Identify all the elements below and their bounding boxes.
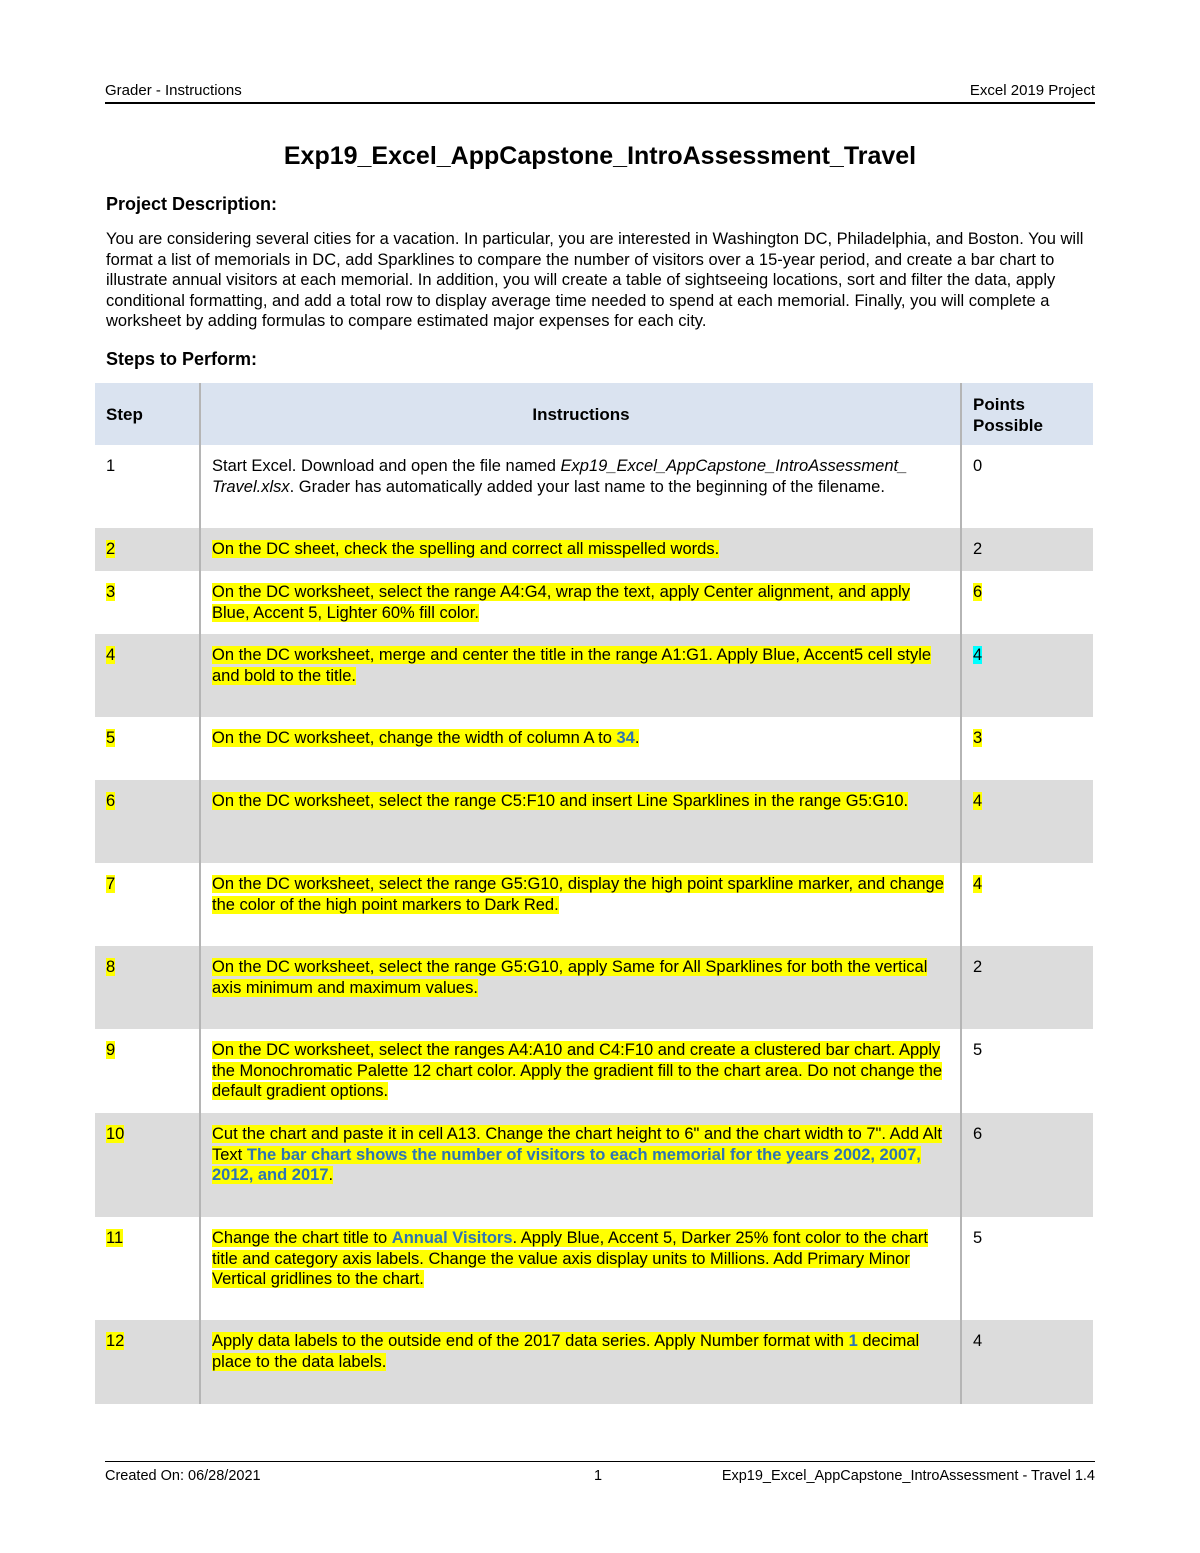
table-row [95, 445, 1093, 528]
value-text: The bar chart shows the number of visitors to each memorial for the years 2002, 2007, 2012, and 2017 [212, 1145, 921, 1184]
step-points: 3 [973, 729, 983, 747]
step-instructions: Cut the chart and paste it in cell A13. Change the chart height to 6" and the chart width to 7". Add Alt Text The bar chart shows the number of visitors to each memorial for the years 2002, 2007, 2012, and 2017. [200, 1113, 961, 1217]
step-points: 0 [973, 457, 983, 475]
step-points: 2 [961, 528, 1093, 571]
step-number: 9 [95, 1029, 200, 1113]
instruction-text: Start Excel. Download and open the file named [212, 457, 561, 475]
footer-page-number: 1 [594, 1468, 603, 1484]
step-instructions: On the DC worksheet, select the ranges A4:A10 and C4:F10 and create a clustered bar chart. Apply the Monochromatic Palette 12 chart color. Apply the gradient fill to the chart area. Do not change the default gradient options. [200, 1029, 961, 1113]
table-row [95, 946, 1093, 1029]
table-row [95, 571, 1093, 634]
table-row [95, 717, 1093, 780]
value-text: 1 [848, 1332, 858, 1350]
step-instructions: On the DC worksheet, select the range G5:G10, apply Same for All Sparklines for both the vertical axis minimum and maximum values. [200, 946, 961, 1029]
footer-file-info: Exp19_Excel_AppCapstone_IntroAssessment - Travel 1.4 [721, 1468, 1095, 1484]
step-instructions: On the DC worksheet, select the range C5:F10 and insert Line Sparklines in the range G5:G10. [200, 780, 961, 863]
step-number: 11 [95, 1217, 200, 1320]
step-points: 6 [961, 1113, 1093, 1217]
page-header [105, 82, 1095, 104]
table-row [95, 634, 1093, 717]
table-row [95, 863, 1093, 946]
file-name: Exp19_Excel_AppCapstone_IntroAssessment_ Travel.xlsx [212, 457, 908, 496]
step-instructions [200, 445, 961, 528]
table-row [95, 1113, 1093, 1217]
step-points: 4 [961, 1320, 1093, 1404]
table-row [95, 528, 1093, 571]
step-number: 4 [95, 634, 200, 717]
step-instructions: On the DC worksheet, merge and center the title in the range A1:G1. Apply Blue, Accent5 cell style and bold to the title. [200, 634, 961, 717]
value-text: Annual Visitors [391, 1229, 513, 1247]
project-description-label: Project Description: [106, 194, 278, 214]
value-text: 34 [616, 729, 635, 747]
steps-label: Steps to Perform: [106, 349, 258, 369]
instruction-text: . Grader has automatically added your last name to the beginning of the filename. [289, 477, 885, 496]
project-description-text: You are considering several cities for a vacation. In particular, you are interested in Washington DC, Philadelphia, and Boston. You will format a list of memorials in DC, add Sparklines to compare the number of visitors over a 15-year period, and create a bar chart to illustrate annual visitors at each memorial. In addition, you will create a table of sightseeing locations, sort and filter the data, apply conditional formatting, and add a total row to display average time needed to spend at each memorial. Finally, you will complete a worksheet by adding formulas to compare estimated major expenses for each city. [106, 230, 1084, 330]
step-number: 2 [95, 528, 200, 571]
header-left-text: Grader - Instructions [105, 82, 242, 99]
document-title: Exp19_Excel_AppCapstone_IntroAssessment_Travel [283, 142, 917, 170]
step-instructions: Apply data labels to the outside end of the 2017 data series. Apply Number format with 1 decimal place to the data labels. [200, 1320, 961, 1404]
step-number: 3 [95, 571, 200, 634]
table-header-row [95, 383, 1093, 445]
step-instructions: On the DC worksheet, change the width of column A to 34. [200, 717, 961, 780]
step-number: 12 [95, 1320, 200, 1404]
step-points: 2 [961, 946, 1093, 1029]
step-number: 5 [95, 717, 200, 780]
step-number: 1 [95, 445, 200, 528]
table-row [95, 1320, 1093, 1404]
header-instructions: Instructions [200, 383, 961, 445]
header-step: Step [95, 383, 200, 445]
step-points: 4 [961, 634, 1093, 717]
step-points: 5 [973, 1229, 983, 1247]
table-row [95, 780, 1093, 863]
step-instructions: On the DC worksheet, select the range A4:G4, wrap the text, apply Center alignment, and apply Blue, Accent 5, Lighter 60% fill color. [200, 571, 961, 634]
step-points: 4 [973, 875, 983, 893]
table-row [95, 1217, 1093, 1320]
step-number: 8 [95, 946, 200, 1029]
steps-table [95, 383, 1093, 1404]
table-row [95, 1029, 1093, 1113]
step-number: 7 [95, 863, 200, 946]
step-instructions: On the DC worksheet, select the range G5:G10, display the high point sparkline marker, and change the color of the high point markers to Dark Red. [200, 863, 961, 946]
header-points-line1: Points [973, 395, 1025, 414]
step-number: 6 [95, 780, 200, 863]
step-instructions: Change the chart title to Annual Visitors. Apply Blue, Accent 5, Darker 25% font color to the chart title and category axis labels. Change the value axis display units to Millions. Add Primary Minor Vertical gridlines to the chart. [200, 1217, 961, 1320]
header-right-text: Excel 2019 Project [969, 82, 1095, 99]
page-footer [105, 1461, 1095, 1483]
step-instructions: On the DC sheet, check the spelling and correct all misspelled words. [200, 528, 961, 571]
step-points: 5 [973, 1041, 983, 1059]
footer-created-on: Created On: 06/28/2021 [105, 1468, 261, 1484]
step-number: 10 [95, 1113, 200, 1217]
header-points [961, 383, 1093, 445]
header-points-line2: Possible [973, 415, 1043, 435]
step-points: 4 [961, 780, 1093, 863]
step-points: 6 [973, 583, 983, 601]
